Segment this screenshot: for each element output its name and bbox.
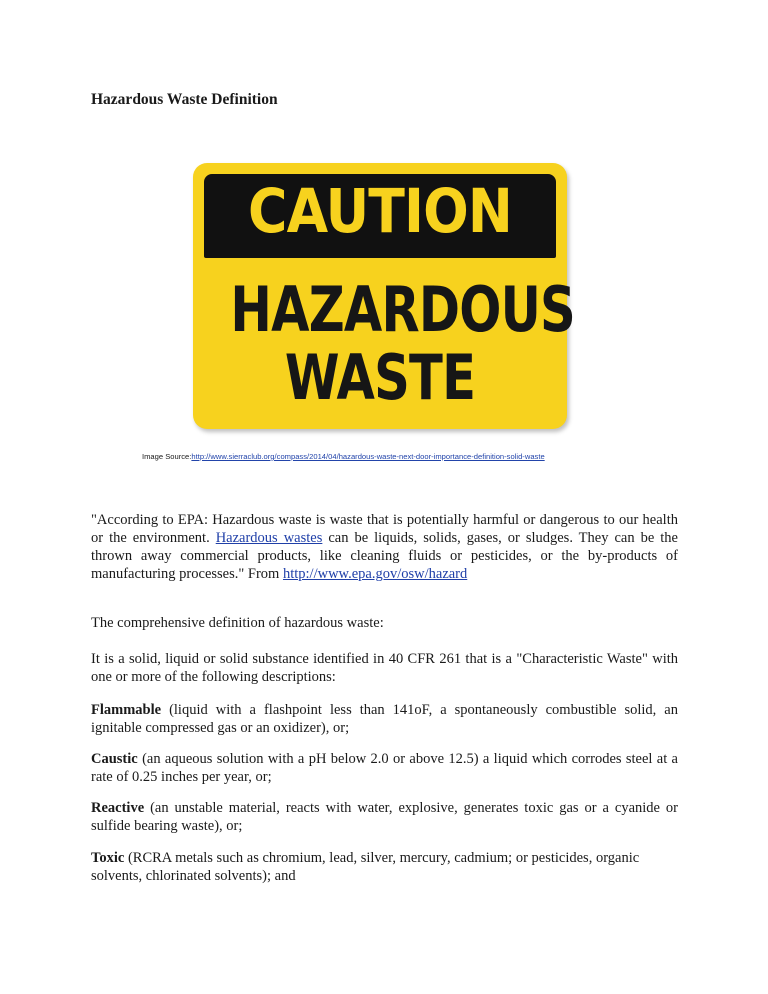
quote-text-part2: can be liquids, solids, gases, or sludges. They can be the thrown away commercial products, like cleaning fluids or pesticides, or the by-products of manufacturing processes." From xyxy=(91,530,678,582)
desc-caustic: (an aqueous solution with a pH below 2.0 or above 12.5) a liquid which corrodes steel at a rate of 0.25 inches per year, or; xyxy=(91,751,678,785)
hazardous-wastes-link[interactable]: Hazardous wastes xyxy=(215,530,323,546)
image-source-label: Image Source: xyxy=(142,452,192,461)
intro-paragraph: It is a solid, liquid or solid substance identified in 40 CFR 261 that is a "Characteristic Waste" with one or more of the following descriptions: xyxy=(91,651,678,685)
comprehensive-definition-heading: The comprehensive definition of hazardous waste: xyxy=(91,615,384,631)
quote-text-part1: "According to EPA: Hazardous waste is waste that is potentially harmful or dangerous to our health or the environment. xyxy=(91,512,678,546)
sign-line-waste: WASTE xyxy=(284,341,476,414)
term-reactive: Reactive xyxy=(91,800,145,816)
characteristic-toxic xyxy=(91,849,678,885)
caution-sign-image xyxy=(193,163,575,429)
characteristic-caustic xyxy=(91,750,678,786)
epa-quote-paragraph xyxy=(91,511,678,583)
characteristic-reactive xyxy=(91,799,678,835)
document-title: Hazardous Waste Definition xyxy=(91,91,278,108)
image-source-link[interactable]: http://www.sierraclub.org/compass/2014/04/hazardous-waste-next-door-importance-definition-solid-waste xyxy=(191,452,545,461)
epa-link[interactable]: http://www.epa.gov/osw/hazard xyxy=(282,566,468,582)
sign-line-hazardous: HAZARDOUS xyxy=(230,273,575,346)
desc-reactive: (an unstable material, reacts with water, explosive, generates toxic gas or a cyanide or sulfide bearing waste), or; xyxy=(91,800,678,834)
term-toxic: Toxic xyxy=(91,850,125,866)
image-source-caption xyxy=(142,452,545,461)
term-caustic: Caustic xyxy=(91,751,138,767)
term-flammable: Flammable xyxy=(91,702,162,718)
desc-toxic: (RCRA metals such as chromium, lead, silver, mercury, cadmium; or pesticides, organic solvents, chlorinated solvents); and xyxy=(91,850,640,884)
characteristic-flammable xyxy=(91,701,678,737)
sign-header-text: CAUTION xyxy=(248,176,512,247)
desc-flammable: (liquid with a flashpoint less than 141oF, a spontaneously combustible solid, an ignitable compressed gas or an oxidizer), or; xyxy=(91,702,678,736)
